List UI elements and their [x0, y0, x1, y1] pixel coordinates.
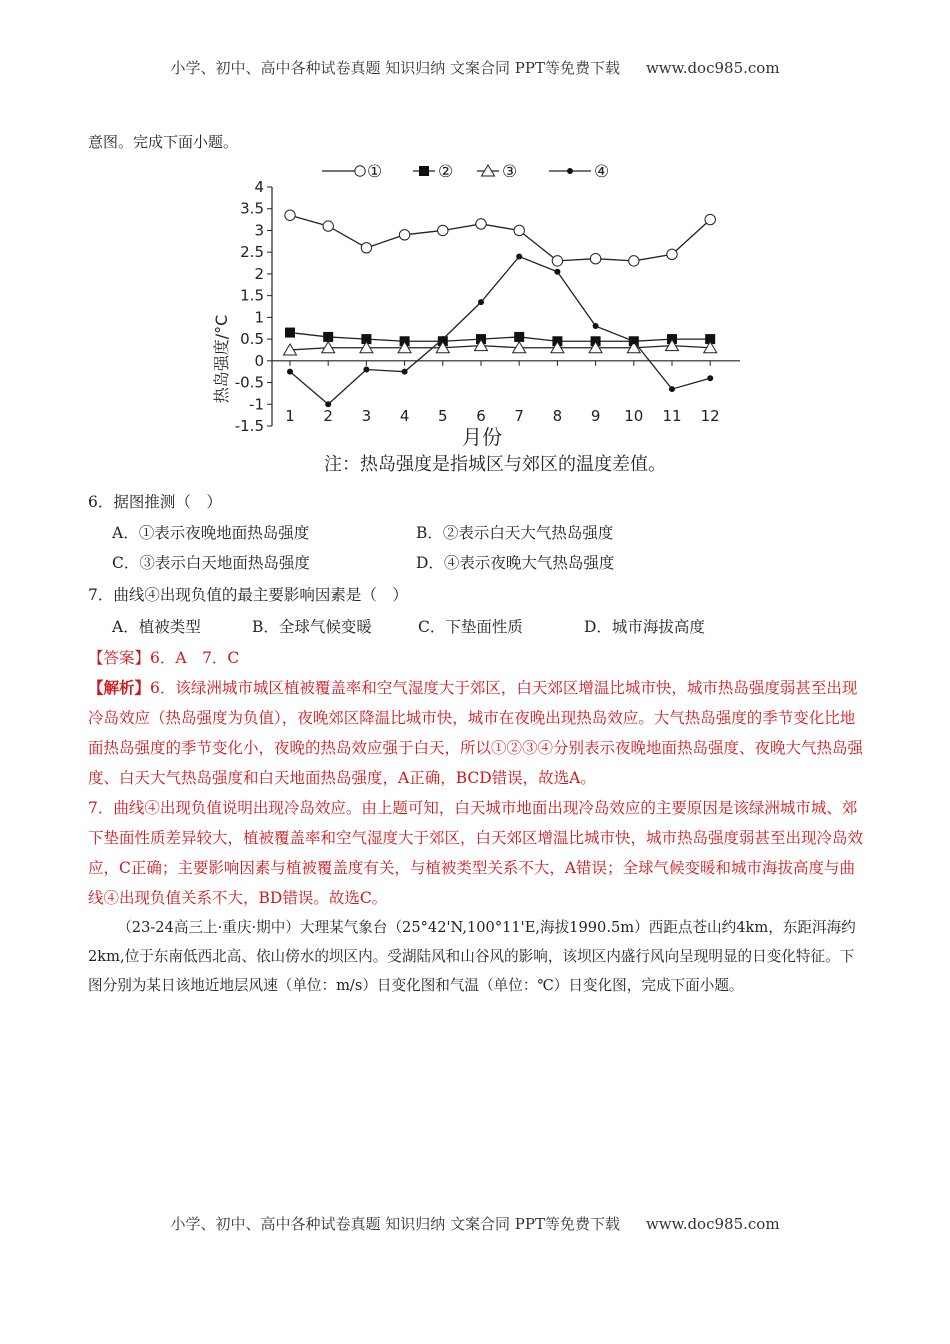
y-tick-label: -0.5: [234, 373, 264, 392]
chart-series: [284, 210, 717, 407]
data-point: [707, 375, 713, 381]
header-site[interactable]: www.doc985.com: [645, 59, 780, 77]
series-line: [290, 333, 710, 342]
q6-option-c[interactable]: C．③表示白天地面热岛强度: [112, 554, 310, 572]
data-point: [438, 225, 448, 235]
data-point: [629, 256, 639, 266]
answer-text: 6．A 7．C: [150, 649, 240, 667]
data-point: [402, 369, 408, 375]
y-tick-label: 1: [254, 308, 264, 327]
data-point: [552, 256, 562, 266]
legend-item: [477, 162, 517, 182]
answer-label: 【答案】: [88, 649, 151, 667]
footer-site[interactable]: www.doc985.com: [645, 1215, 780, 1233]
x-tick-label: 5: [438, 407, 448, 425]
y-tick-label: 3: [254, 221, 264, 240]
next-question-intro: （23-24高三上·重庆·期中）大理某气象台（25°42'N,100°11'E,海拔1990.5m）西距点苍山约4km，东距洱海约2km,位于东南低西北高、依山傍水的坝区内。受湖陆风和山谷风的影响，该坝区内盛行风向呈现明显的日变化特征。下图分别为某日该地近地层风速（单位：m/s）日变化图和气温（单位：℃）日变化图，完成下面小题。: [88, 919, 856, 994]
analysis-6: [88, 673, 863, 793]
data-point: [323, 332, 333, 342]
data-point: [567, 168, 573, 174]
x-tick-label: 1: [285, 407, 295, 425]
intro-text: 意图。完成下面小题。: [88, 133, 239, 151]
data-point: [667, 249, 677, 259]
data-point: [285, 328, 295, 338]
y-tick-label: -1.5: [234, 417, 264, 435]
data-point: [287, 369, 293, 375]
header-text: 小学、初中、高中各种试卷真题 知识归纳 文案合同 PPT等免费下载: [170, 59, 620, 77]
series-line: [290, 215, 710, 261]
y-tick-label: 3.5: [240, 199, 264, 218]
x-tick-label: 10: [624, 407, 644, 425]
data-point: [323, 221, 333, 231]
data-point: [593, 323, 599, 329]
data-point: [590, 254, 600, 264]
data-point: [554, 269, 560, 275]
y-tick-label: -1: [249, 395, 264, 414]
legend-label: ④: [594, 162, 610, 182]
data-point: [399, 230, 409, 240]
legend-item: [322, 162, 382, 182]
data-point: [355, 166, 365, 176]
q7-option-d[interactable]: D．城市海拔高度: [584, 618, 705, 636]
chart-note: 注：热岛强度是指城区与郊区的温度差值。: [324, 454, 666, 475]
question-7-stem: 7．曲线④出现负值的最主要影响因素是（ ）: [88, 586, 408, 604]
y-tick-label: 0.5: [240, 330, 264, 349]
series-②: [285, 328, 715, 347]
legend-label: ②: [438, 162, 454, 182]
series-④: [287, 254, 713, 408]
q6-option-b[interactable]: B．②表示白天大气热岛强度: [416, 524, 614, 542]
y-tick-label: 0: [254, 351, 264, 370]
data-point: [325, 401, 331, 407]
data-point: [419, 166, 429, 176]
heat-island-chart: [200, 156, 760, 478]
legend-item: [413, 162, 453, 182]
y-tick-label: 2: [254, 264, 264, 283]
y-tick-label: 4: [254, 178, 264, 196]
data-point: [478, 299, 484, 305]
q7-option-b[interactable]: B．全球气候变暖: [252, 618, 372, 636]
analysis-6-text: 6．该绿洲城市城区植被覆盖率和空气湿度大于郊区，白天郊区增温比城市快，城市热岛强度弱甚至出现冷岛效应（热岛强度为负值），夜晚郊区降温比城市快，城市在夜晚出现热岛效应。大气热岛强度的季节变化比地面热岛强度的季节变化小，夜晚的热岛效应强于白天，所以①②③④分别表示夜晚地面热岛强度、夜晚大气热岛强度、白天大气热岛强度和白天地面热岛强度，A正确，BCD错误，故选A。: [88, 679, 864, 787]
legend-label: ①: [367, 162, 383, 182]
legend-item: [549, 162, 609, 182]
x-tick-label: 11: [662, 407, 682, 425]
legend-label: ③: [502, 162, 518, 182]
q7-option-c[interactable]: C．下垫面性质: [418, 618, 523, 636]
x-axis-label: 月份: [462, 425, 502, 449]
data-point: [669, 386, 675, 392]
answer-line: [88, 646, 239, 668]
series-①: [285, 210, 716, 266]
data-point: [440, 336, 446, 342]
q6-option-d[interactable]: D．④表示夜晚大气热岛强度: [416, 554, 615, 572]
data-point: [631, 338, 637, 344]
data-point: [516, 254, 522, 260]
data-point: [705, 214, 715, 224]
x-tick-label: 4: [399, 407, 410, 425]
y-tick-label: 1.5: [240, 286, 264, 305]
data-point: [285, 210, 295, 220]
data-point: [514, 225, 524, 235]
data-point: [476, 219, 486, 229]
x-tick-label: 2: [323, 407, 333, 425]
series-line: [290, 257, 710, 405]
x-tick-label: 12: [700, 407, 720, 425]
series-line: [290, 346, 710, 350]
series-③: [284, 340, 717, 355]
x-tick-label: 9: [590, 407, 601, 425]
page-footer: [0, 1213, 950, 1234]
data-point: [363, 367, 369, 373]
x-tick-label: 7: [514, 407, 524, 425]
question-6-stem: 6．据图推测（ ）: [88, 493, 222, 511]
q7-option-a[interactable]: A．植被类型: [112, 618, 201, 636]
data-point: [361, 243, 371, 253]
data-point: [514, 332, 524, 342]
y-axis-label: 热岛强度/°C: [212, 314, 231, 404]
footer-text: 小学、初中、高中各种试卷真题 知识归纳 文案合同 PPT等免费下载: [170, 1215, 620, 1233]
analysis-label: 【解析】: [88, 678, 151, 697]
page-header: [0, 57, 950, 78]
x-tick-label: 8: [552, 407, 563, 425]
x-tick-label: 6: [476, 407, 486, 425]
y-tick-label: 2.5: [240, 243, 264, 262]
x-tick-label: 3: [361, 407, 372, 425]
chart-axes: [235, 178, 740, 435]
q6-option-a[interactable]: A．①表示夜晚地面热岛强度: [112, 524, 310, 542]
chart-legend: [322, 162, 609, 182]
analysis-7: 7．曲线④出现负值说明出现冷岛效应。由上题可知，白天城市地面出现冷岛效应的主要原因是该绿洲城市城、郊下垫面性质差异较大，植被覆盖率和空气湿度大于郊区，白天郊区增温比城市快，城市热岛强度弱甚至出现冷岛效应，C正确；主要影响因素与植被覆盖度有关，与植被类型关系不大，A错误；全球气候变暖和城市海拔高度与曲线④出现负值关系不大，BD错误。故选C。: [88, 799, 864, 907]
